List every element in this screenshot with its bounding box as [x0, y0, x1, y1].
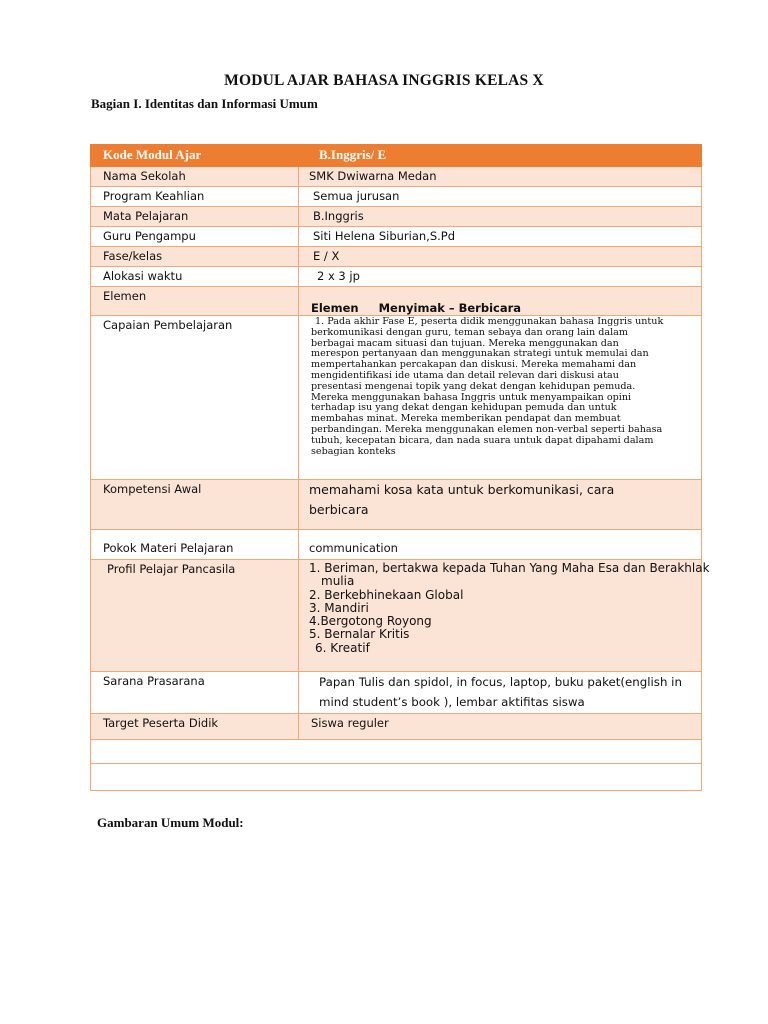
table-row-kompetensi: [91, 480, 702, 530]
row-label: Profil Pelajar Pancasila: [91, 560, 299, 672]
capaian-line: mempertahankan percakapan dan diskusi. Mereka memahami dan: [311, 359, 637, 371]
list-item: mulia: [321, 574, 355, 589]
table-row-capaian: [91, 316, 702, 480]
capaian-text: [299, 316, 702, 480]
table-row-empty: [91, 740, 702, 764]
empty-cell: [91, 764, 702, 791]
table-row-profil: [91, 560, 702, 672]
row-value: Siswa reguler: [299, 714, 702, 740]
capaian-line: perbandingan. Mereka menggunakan elemen non-verbal seperti bahasa: [311, 423, 663, 435]
capaian-line: tubuh, kecepatan bicara, dan nada suara untuk dapat dipahami dalam: [311, 434, 654, 446]
row-label: Guru Pengampu: [91, 227, 299, 247]
row-label: Alokasi waktu: [91, 267, 299, 287]
list-item: 3. Mandiri: [309, 600, 369, 615]
row-value: [299, 560, 710, 672]
row-value: [299, 480, 702, 530]
row-label: Capaian Pembelajaran: [91, 316, 299, 480]
capaian-line: terhadap isu yang dekat dengan kehidupan pemuda dan untuk: [311, 402, 617, 414]
row-value: 2 x 3 jp: [299, 267, 702, 287]
capaian-line: mengidentifikasi ide utama dan detail relevan dari diskusi atau: [311, 369, 619, 381]
table-row-sarana: [91, 672, 702, 714]
capaian-line: merespon pertanyaan dan menggunakan strategi untuk memulai dan: [311, 348, 649, 360]
row-label: Kompetensi Awal: [91, 480, 299, 530]
table-row: [91, 267, 702, 287]
kompetensi-line: memahami kosa kata untuk berkomunikasi, cara: [309, 482, 615, 497]
empty-cell: [91, 740, 702, 764]
table-row: [91, 187, 702, 207]
table-row-elemen: [91, 287, 702, 316]
capaian-line: Mereka menggunakan bahasa Inggris untuk menyampaikan opini: [311, 391, 632, 403]
capaian-line: presentasi mengenai topik yang dekat dengan kehidupan pemuda.: [311, 380, 636, 392]
row-value: Semua jurusan: [299, 187, 702, 207]
table-row: [91, 207, 702, 227]
row-value: B.Inggris: [299, 207, 702, 227]
header-value: B.Inggris/ E: [299, 145, 702, 167]
kompetensi-line: berbicara: [309, 502, 369, 517]
identity-table: [90, 144, 710, 791]
list-item: 6. Kreatif: [315, 640, 370, 655]
row-value: [299, 672, 702, 714]
document-title: MODUL AJAR BAHASA INGGRIS KELAS X: [224, 72, 544, 89]
profil-list: [309, 561, 710, 655]
row-label: Sarana Prasarana: [91, 672, 299, 714]
row-value: Siti Helena Siburian,S.Pd: [299, 227, 702, 247]
row-label: Mata Pelajaran: [91, 207, 299, 227]
gambaran-heading: Gambaran Umum Modul:: [97, 815, 244, 830]
list-item: 1. Beriman, bertakwa kepada Tuhan Yang Maha Esa dan Berakhlak: [309, 561, 710, 575]
capaian-line: berbagai macam situasi dan tujuan. Mereka menggunakan dan: [311, 337, 619, 349]
row-value: [299, 287, 702, 316]
row-label: Fase/kelas: [91, 247, 299, 267]
sarana-line: mind student’s book ), lembar aktifitas siswa: [319, 695, 585, 709]
table-row: [91, 227, 702, 247]
section-heading: Bagian I. Identitas dan Informasi Umum: [91, 96, 318, 111]
row-value: communication: [299, 530, 702, 560]
row-label: Target Peserta Didik: [91, 714, 299, 740]
row-label: Elemen: [91, 287, 299, 316]
list-item: 5. Bernalar Kritis: [309, 627, 410, 642]
sarana-line: Papan Tulis dan spidol, in focus, laptop, buku paket(english in: [319, 675, 682, 689]
capaian-line: sebagian konteks: [311, 445, 396, 457]
row-label: Pokok Materi Pelajaran: [91, 530, 299, 560]
table-row-empty: [91, 764, 702, 791]
list-item: 2. Berkebhinekaan Global: [309, 587, 464, 602]
capaian-line: 1. Pada akhir Fase E, peserta didik menggunakan bahasa Inggris untuk: [315, 316, 664, 327]
table-row: [91, 167, 702, 187]
header-label: Kode Modul Ajar: [91, 145, 299, 167]
table-row: [91, 247, 702, 267]
list-item: 4.Bergotong Royong: [309, 614, 432, 629]
row-label: Nama Sekolah: [91, 167, 299, 187]
elemen-value-a: Elemen: [311, 301, 359, 315]
table-header-row: [91, 145, 702, 167]
capaian-line: membahas minat. Mereka memberikan pendapat dan membuat: [311, 413, 621, 425]
elemen-value-b: Menyimak – Berbicara: [378, 301, 522, 315]
row-value: E / X: [299, 247, 702, 267]
table-row: [91, 714, 702, 740]
row-value: SMK Dwiwarna Medan: [299, 167, 702, 187]
table-row: [91, 530, 702, 560]
capaian-line: berkomunikasi dengan guru, teman sebaya dan orang lain dalam: [311, 326, 628, 338]
row-label: Program Keahlian: [91, 187, 299, 207]
